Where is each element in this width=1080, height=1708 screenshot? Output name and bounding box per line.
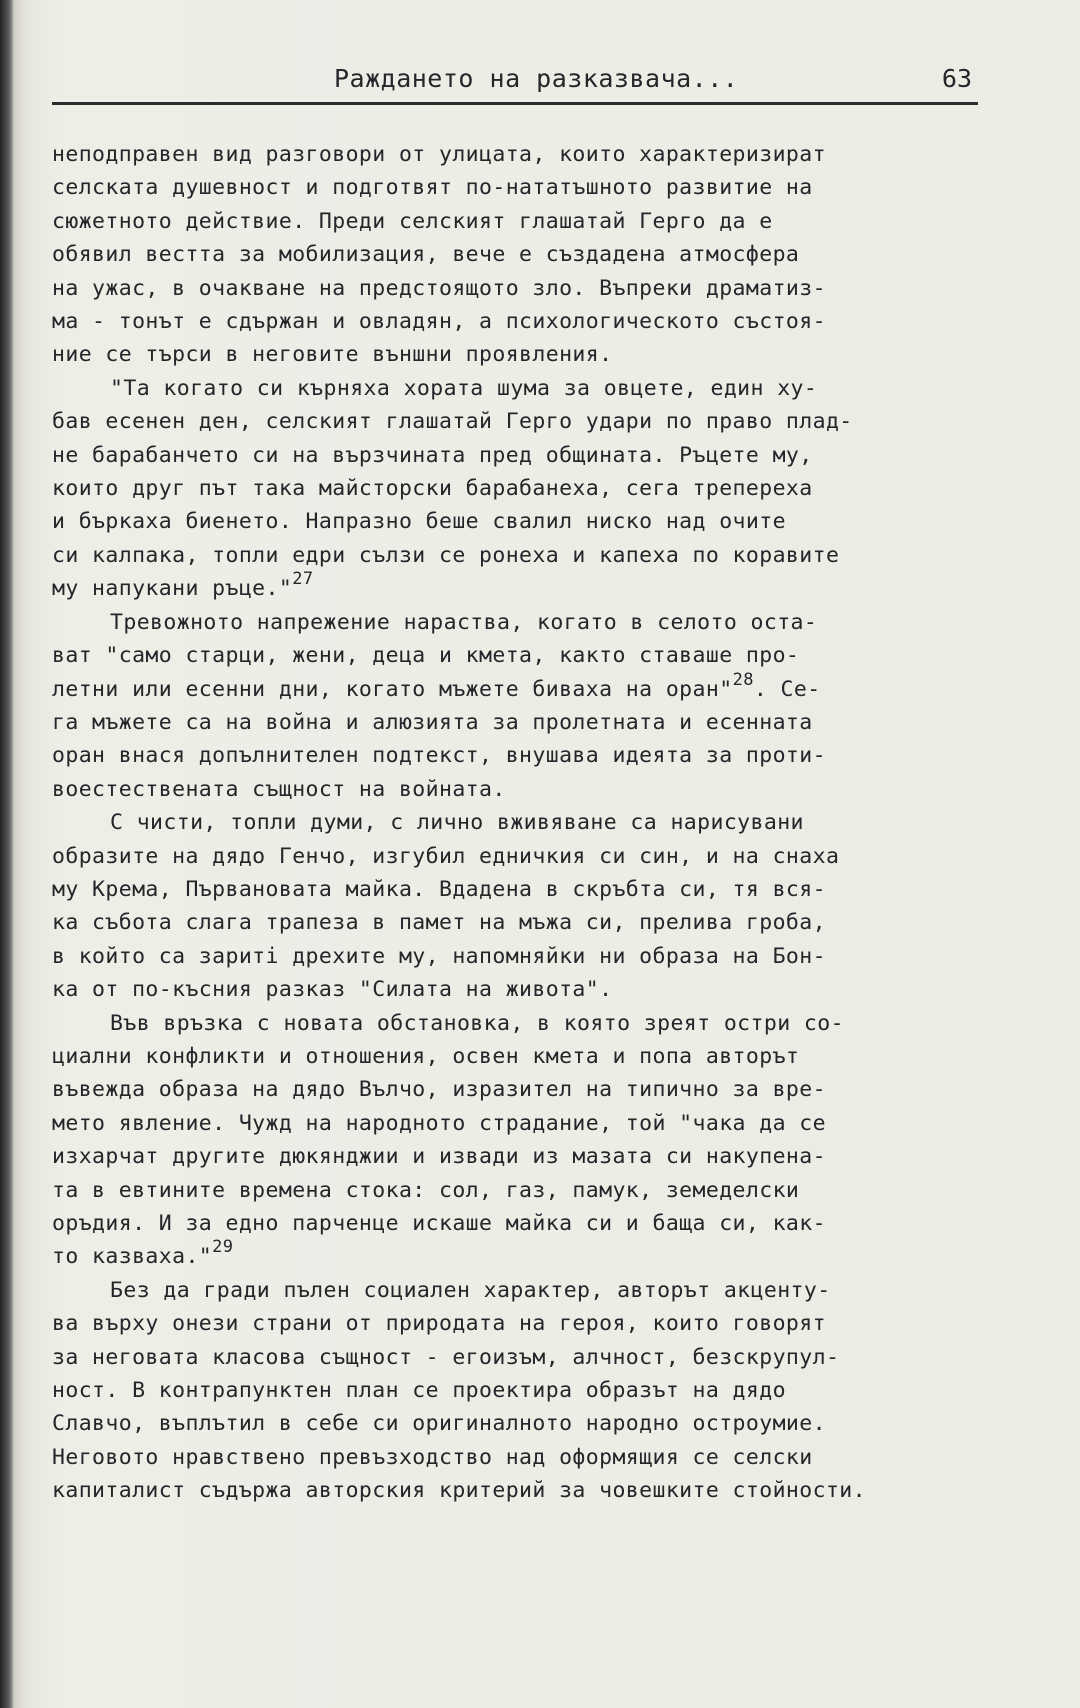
text-line: воестествената същност на войната.: [52, 776, 506, 802]
text-line: въвежда образа на дядо Вълчо, изразител на типично за вре-: [52, 1077, 826, 1103]
text-line: циални конфликти и отношения, освен кмета и попа авторът: [52, 1043, 800, 1069]
book-spine-shadow: [0, 0, 14, 1708]
text-line: ка събота слага трапеза в памет на мъжа си, прелива гроба,: [52, 910, 826, 936]
text-line: бав есенен ден, селският глашатай Герго удари по право плад-: [52, 409, 853, 435]
text-line: сюжетното действие. Преди селският глашатай Герго да е: [52, 208, 773, 234]
text-line: за неговата класова същност - егоизъм, алчност, безскрупул-: [52, 1344, 840, 1370]
text-line: капиталист съдържа авторския критерий за човешките стойности.: [52, 1478, 866, 1504]
text-line: та в евтините времена стока: сол, газ, памук, земеделски: [52, 1177, 800, 1203]
text-line: му Крема, Първановата майка. Вдадена в скръбта си, тя вся-: [52, 876, 826, 902]
page-header: [52, 62, 978, 105]
text-fragment: летни или есенни дни, когато мъжете биваха на оран": [52, 676, 733, 702]
paragraph-6: [52, 1274, 990, 1508]
paragraph-5: [52, 1007, 990, 1274]
text-line: [52, 669, 990, 706]
text-fragment: то казваха.": [52, 1244, 213, 1270]
text-line: ка от по-късния разказ "Силата на живота".: [52, 977, 613, 1003]
text-line: ние се търси в неговите външни проявления.: [52, 342, 613, 368]
text-line: ма - тонът е сдържан и овладян, а психологическото състоя-: [52, 309, 826, 335]
text-line: га мъжете са на война и алюзията за пролетната и есенната: [52, 709, 813, 735]
text-line: оръдия. И за едно парченце искаше майка си и баща си, как-: [52, 1211, 826, 1236]
text-line: си калпака, топли едри сълзи се ронеха и капеха по коравите: [52, 542, 840, 568]
text-line: на ужас, в очакване на предстоящото зло. Въпреки драматиз-: [52, 275, 826, 301]
text-line: [52, 1237, 990, 1273]
text-line: в който са заритi дрехите му, напомняйки ни образа на Бон-: [52, 943, 826, 969]
text-line: Тревожното напрежение нараства, когато в селото оста-: [110, 609, 818, 635]
text-line: оран внася допълнителен подтекст, внушава идеята за проти-: [52, 743, 826, 769]
text-line: селската душевност и подготвят по-нататъшното развитие на: [52, 175, 813, 201]
text-line: и бъркаха биенето. Напразно беше свалил ниско над очите: [52, 509, 786, 535]
footnote-marker-27[interactable]: 27: [292, 569, 314, 590]
text-line: обявил вестта за мобилизация, вече е създадена атмосфера: [52, 242, 800, 268]
text-line: мето явление. Чужд на народното страдание, той "чака да се: [52, 1110, 826, 1136]
text-line: образите на дядо Генчо, изгубил едничкия си син, и на снаха: [52, 843, 840, 869]
running-title: Раждането на разказвача...: [334, 64, 739, 93]
text-line: които друг път така майсторски барабанеха, сега трепереха: [52, 476, 813, 502]
page-number: 63: [941, 64, 972, 93]
text-fragment: . Се-: [753, 676, 821, 702]
footnote-marker-28[interactable]: 28: [732, 669, 754, 690]
text-line: "Та когато си кърняха хората шума за овцете, един ху-: [110, 375, 818, 401]
paragraph-1: [52, 138, 990, 372]
paragraph-3: [52, 606, 990, 806]
text-line: [52, 569, 990, 605]
text-line: ват "само старци, жени, деца и кмета, както ставаше про-: [52, 643, 800, 669]
text-fragment: му напукани ръце.": [52, 576, 293, 602]
text-line: ва върху онези страни от природата на героя, които говорят: [52, 1311, 826, 1337]
body-text: [52, 138, 990, 1508]
text-line: Славчо, въплътил в себе си оригиналното народно остроумие.: [52, 1411, 826, 1437]
text-line: Без да гради пълен социален характер, авторът акценту-: [110, 1277, 831, 1303]
text-line: изхарчат другите дюкянджии и извади из мазата си накупена-: [52, 1144, 826, 1170]
text-line: Във връзка с новата обстановка, в която зреят остри со-: [110, 1010, 844, 1036]
paragraph-4: [52, 806, 990, 1006]
text-line: С чисти, топли думи, с лично вживяване са нарисувани: [110, 810, 804, 836]
paragraph-2-quote: [52, 372, 990, 606]
footnote-marker-29[interactable]: 29: [212, 1237, 234, 1258]
text-line: не барабанчето си на вързчината пред общината. Ръцете му,: [52, 442, 813, 468]
text-line: Неговото нравствено превъзходство над оформящия се селски: [52, 1444, 813, 1470]
text-line: неподправен вид разговори от улицата, които характеризират: [52, 142, 826, 167]
text-line: ност. В контрапунктен план се проектира образът на дядо: [52, 1378, 786, 1404]
